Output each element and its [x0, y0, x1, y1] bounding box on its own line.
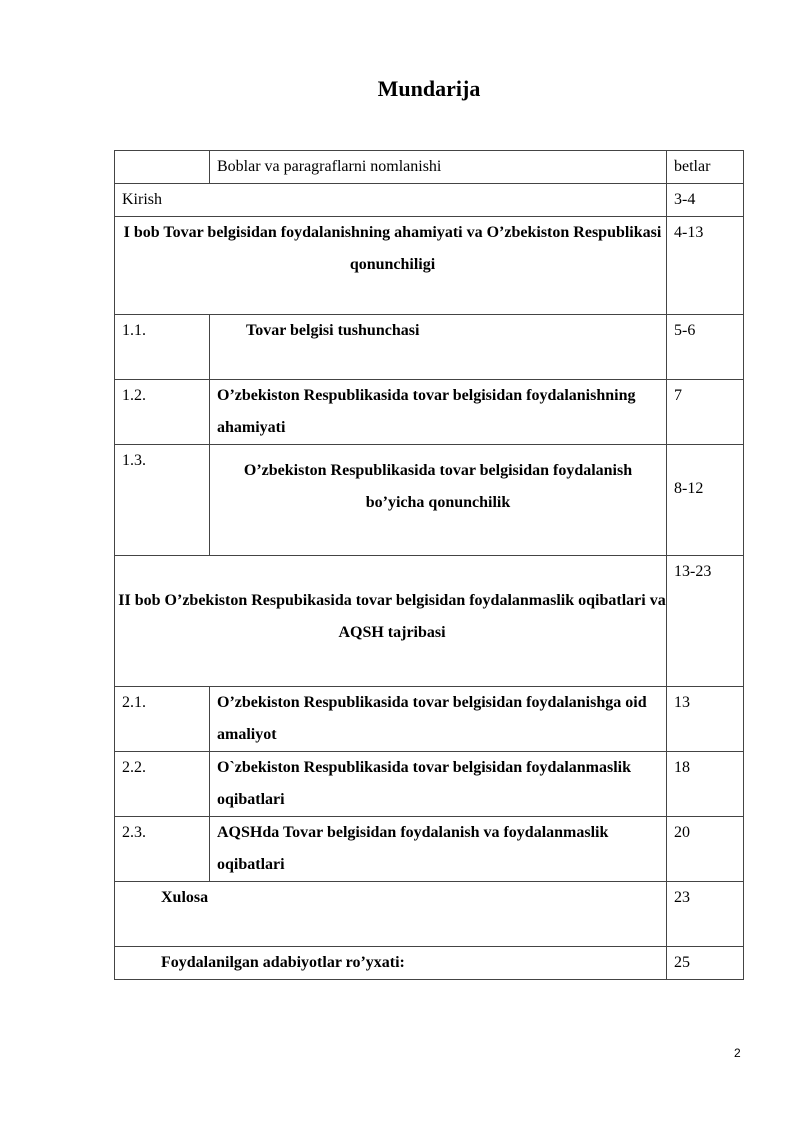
- toc-row-num: 1.2.: [115, 380, 210, 445]
- toc-row-pages: 8-12: [667, 445, 744, 556]
- toc-row-pages: 20: [667, 817, 744, 882]
- header-pages-cell: betlar: [667, 151, 744, 184]
- toc-row-adabiyotlar: [115, 947, 744, 980]
- table-of-contents: [114, 150, 744, 980]
- toc-row-2-3: [115, 817, 744, 882]
- toc-row-title: II bob O’zbekiston Respubikasida tovar belgisidan foydalanmaslik oqibatlari va AQSH tajribasi: [115, 556, 667, 687]
- toc-row-pages: 25: [667, 947, 744, 980]
- header-name-cell: Boblar va paragraflarni nomlanishi: [210, 151, 667, 184]
- toc-row-chapter-1: [115, 217, 744, 315]
- toc-row-xulosa: [115, 882, 744, 947]
- toc-row-1-2: [115, 380, 744, 445]
- toc-row-title: O’zbekiston Respublikasida tovar belgisidan foydalanishga oid amaliyot: [210, 687, 667, 752]
- toc-row-pages: 23: [667, 882, 744, 947]
- toc-row-title: AQSHda Tovar belgisidan foydalanish va foydalanmaslik oqibatlari: [210, 817, 667, 882]
- header-num-cell: [115, 151, 210, 184]
- toc-row-pages: 7: [667, 380, 744, 445]
- toc-row-num: 1.3.: [115, 445, 210, 556]
- toc-row-1-3: [115, 445, 744, 556]
- toc-row-pages: 5-6: [667, 315, 744, 380]
- toc-row-title: I bob Tovar belgisidan foydalanishning ahamiyati va O’zbekiston Respublikasi qonunchiligi: [115, 217, 667, 315]
- toc-row-title: Foydalanilgan adabiyotlar ro’yxati:: [115, 947, 667, 980]
- toc-row-title: O’zbekiston Respublikasida tovar belgisidan foydalanish bo’yicha qonunchilik: [210, 445, 667, 556]
- toc-row-num: 1.1.: [115, 315, 210, 380]
- toc-row-title: Tovar belgisi tushunchasi: [210, 315, 667, 380]
- toc-row-title: O`zbekiston Respublikasida tovar belgisidan foydalanmaslik oqibatlari: [210, 752, 667, 817]
- toc-row-kirish: [115, 184, 744, 217]
- toc-row-chapter-2: [115, 556, 744, 687]
- toc-row-pages: 3-4: [667, 184, 744, 217]
- toc-row-title: Xulosa: [115, 882, 667, 947]
- toc-row-pages: 18: [667, 752, 744, 817]
- table-header-row: [115, 151, 744, 184]
- toc-row-title: Kirish: [115, 184, 667, 217]
- toc-row-title: O’zbekiston Respublikasida tovar belgisidan foydalanishning ahamiyati: [210, 380, 667, 445]
- toc-row-num: 2.1.: [115, 687, 210, 752]
- toc-row-2-2: [115, 752, 744, 817]
- toc-row-pages: 13: [667, 687, 744, 752]
- toc-row-num: 2.2.: [115, 752, 210, 817]
- page-number: 2: [734, 1046, 741, 1060]
- toc-row-num: 2.3.: [115, 817, 210, 882]
- toc-row-1-1: [115, 315, 744, 380]
- page-title: Mundarija: [377, 76, 481, 101]
- toc-row-2-1: [115, 687, 744, 752]
- toc-row-pages: 13-23: [667, 556, 744, 687]
- toc-row-pages: 4-13: [667, 217, 744, 315]
